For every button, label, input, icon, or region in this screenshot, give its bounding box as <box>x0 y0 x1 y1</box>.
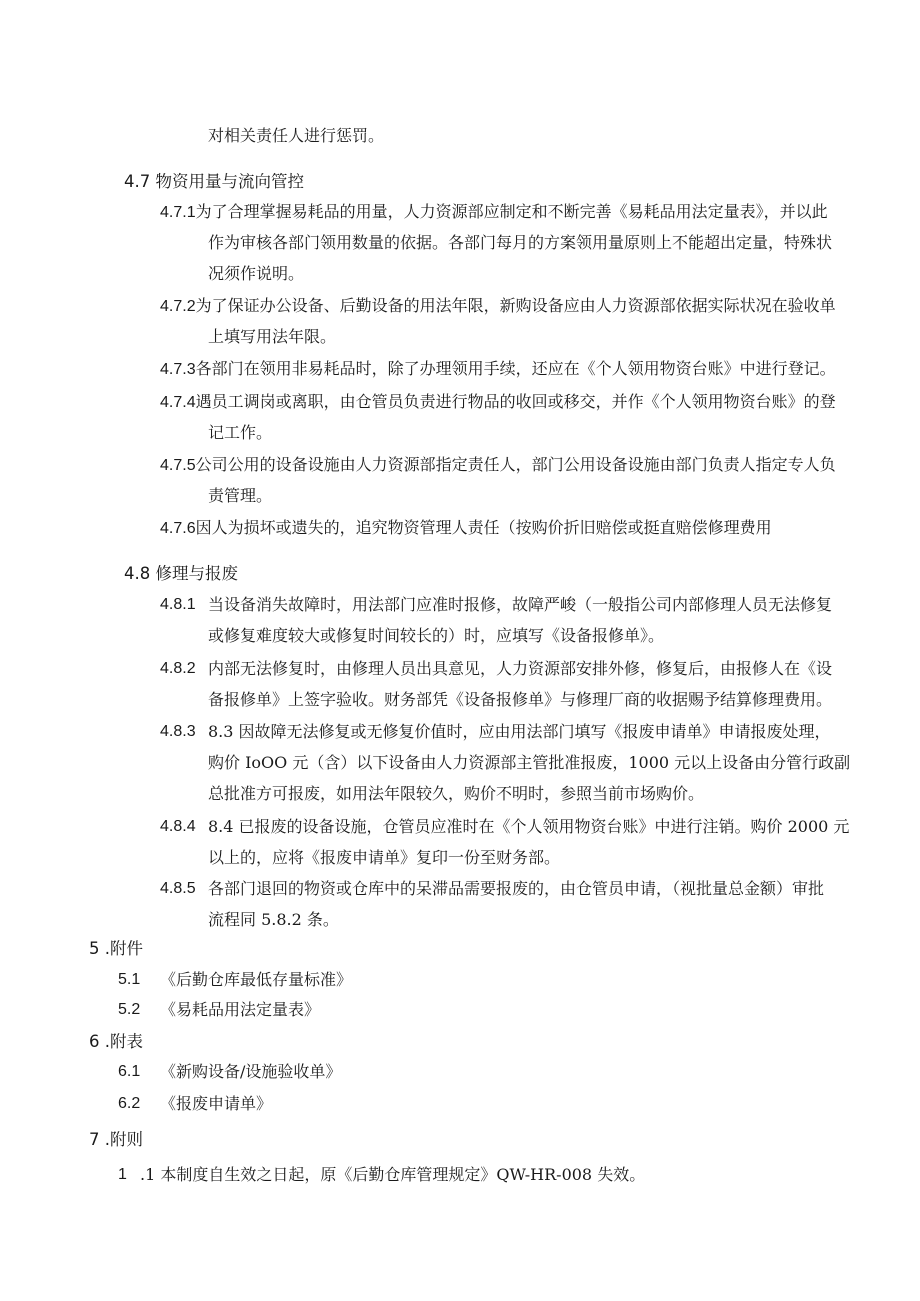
clause-4-8-4 <box>208 811 849 873</box>
clause-4-7-5-continued <box>208 480 272 511</box>
clause-number: 4.8.2 <box>160 660 196 677</box>
clause-text-line: 8.4 已报废的设备设施，仓管员应准时在《个人领用物资台账》中进行注销。购价 2000 元 <box>208 817 850 836</box>
clause-text-line: 总批准方可报废，如用法年限较久，购价不明时，参照当前市场购价。 <box>208 784 705 803</box>
clause-4-7-2 <box>160 290 836 322</box>
continuation-text: 对相关责任人进行惩罚。 <box>208 126 385 145</box>
clause-number: 4.8.4 <box>160 818 196 835</box>
clause-text-line: 责管理。 <box>208 486 273 505</box>
list-item-number: 6.1 <box>118 1063 141 1080</box>
clause-number: 4.7.2 <box>160 298 196 315</box>
clause-number: 4.8.5 <box>160 880 196 897</box>
list-item-number: 6.2 <box>118 1095 141 1112</box>
clause-4-7-2-continued <box>208 321 336 352</box>
clause-text-line: 况须作说明。 <box>208 264 305 283</box>
section-heading-4-7: 4.7 物资用量与流向管控 <box>124 172 304 191</box>
clause-text-line: 以上的，应将《报废申请单》复印一份至财务部。 <box>208 848 561 867</box>
clause-text-line: 当设备消失故障时，用法部门应准时报修，故障严峻（一般指公司内部修理人员无法修复 <box>208 595 833 614</box>
clause-number: 4.7.4 <box>160 394 196 411</box>
section-heading-5: 5 .附件 <box>89 939 143 958</box>
clause-number: 4.7.1 <box>160 204 196 221</box>
list-item: 《后勤仓库最低存量标准》 <box>160 970 353 989</box>
clause-4-7-6 <box>160 512 772 544</box>
clause-text-line: 或修复难度较大或修复时间较长的）时，应填写《设备报修单》。 <box>208 626 665 645</box>
clause-text-line: 遇员工调岗或离职，由仓管员负责进行物品的收回或移交，并作《个人领用物资台账》的登 <box>195 392 836 411</box>
clause-4-8-5 <box>208 873 824 935</box>
clause-text-line: 备报修单》上签字验收。财务部凭《设备报修单》与修理厂商的收据赐予结算修理费用。 <box>208 690 833 709</box>
clause-text-line: 流程同 5.8.2 条。 <box>208 910 339 929</box>
clause-text-line: 内部无法修复时，由修理人员出具意见，人力资源部安排外修，修复后，由报修人在《设 <box>208 659 833 678</box>
clause-4-7-5 <box>160 449 836 481</box>
clause-number: 4.8.3 <box>160 723 196 740</box>
clause-text-line: 上填写用法年限。 <box>208 327 337 346</box>
clause-number: 4.8.1 <box>160 596 196 613</box>
clause-4-7-1-continued <box>208 227 832 289</box>
clause-number: 4.7.5 <box>160 457 196 474</box>
clause-4-7-4-continued <box>208 417 272 448</box>
clause-4-8-1 <box>208 589 832 651</box>
clause-text-line: 作为审核各部门领用数量的依据。各部门每月的方案领用量原则上不能超出定量，特殊状 <box>208 233 833 252</box>
list-item-number: 1 <box>118 1166 127 1183</box>
list-item: 《报废申请单》 <box>160 1094 273 1113</box>
section-heading-6: 6 .附表 <box>89 1032 143 1051</box>
clause-text-line: 因人为损坏或遗失的，追究物资管理人责任（按购价折旧赔偿或挺直赔偿修理费用 <box>195 518 772 537</box>
clause-text-line: 各部门在领用非易耗品时，除了办理领用手续，还应在《个人领用物资台账》中进行登记。 <box>195 359 836 378</box>
section-heading-4-8: 4.8 修理与报废 <box>124 564 238 583</box>
clause-text-line: 为了保证办公设备、后勤设备的用法年限，新购设备应由人力资源部依据实际状况在验收单 <box>195 296 836 315</box>
list-item: 《易耗品用法定量表》 <box>160 1000 321 1019</box>
section-heading-7: 7 .附则 <box>89 1130 143 1149</box>
clause-text-line: 8.3 因故障无法修复或无修复价值时，应由用法部门填写《报废申请单》申请报废处理， <box>208 722 831 741</box>
clause-text-line: 公司公用的设备设施由人力资源部指定责任人，部门公用设备设施由部门负责人指定专人负 <box>195 455 836 474</box>
clause-4-7-1 <box>160 196 828 228</box>
list-item: 《新购设备/设施验收单》 <box>160 1062 342 1081</box>
list-item: .1 本制度自生效之日起，原《后勤仓库管理规定》QW-HR-008 失效。 <box>140 1165 646 1184</box>
clause-4-7-3 <box>160 353 836 385</box>
clause-4-8-2 <box>208 653 832 715</box>
clause-text-line: 各部门退回的物资或仓库中的呆滞品需要报废的，由仓管员申请，（视批量总金额）审批 <box>208 879 825 898</box>
clause-text-line: 购价 IoOO 元（含）以下设备由人力资源部主管批准报废，1000 元以上设备由分管行政副 <box>208 753 851 772</box>
clause-text-line: 记工作。 <box>208 423 273 442</box>
list-item-number: 5.2 <box>118 1001 141 1018</box>
clause-text-line: 为了合理掌握易耗品的用量，人力资源部应制定和不断完善《易耗品用法定量表》，并以此 <box>195 202 828 221</box>
clause-4-8-3 <box>208 716 850 809</box>
clause-number: 4.7.3 <box>160 361 196 378</box>
clause-number: 4.7.6 <box>160 520 196 537</box>
clause-4-7-4 <box>160 386 836 418</box>
list-item-number: 5.1 <box>118 971 141 988</box>
